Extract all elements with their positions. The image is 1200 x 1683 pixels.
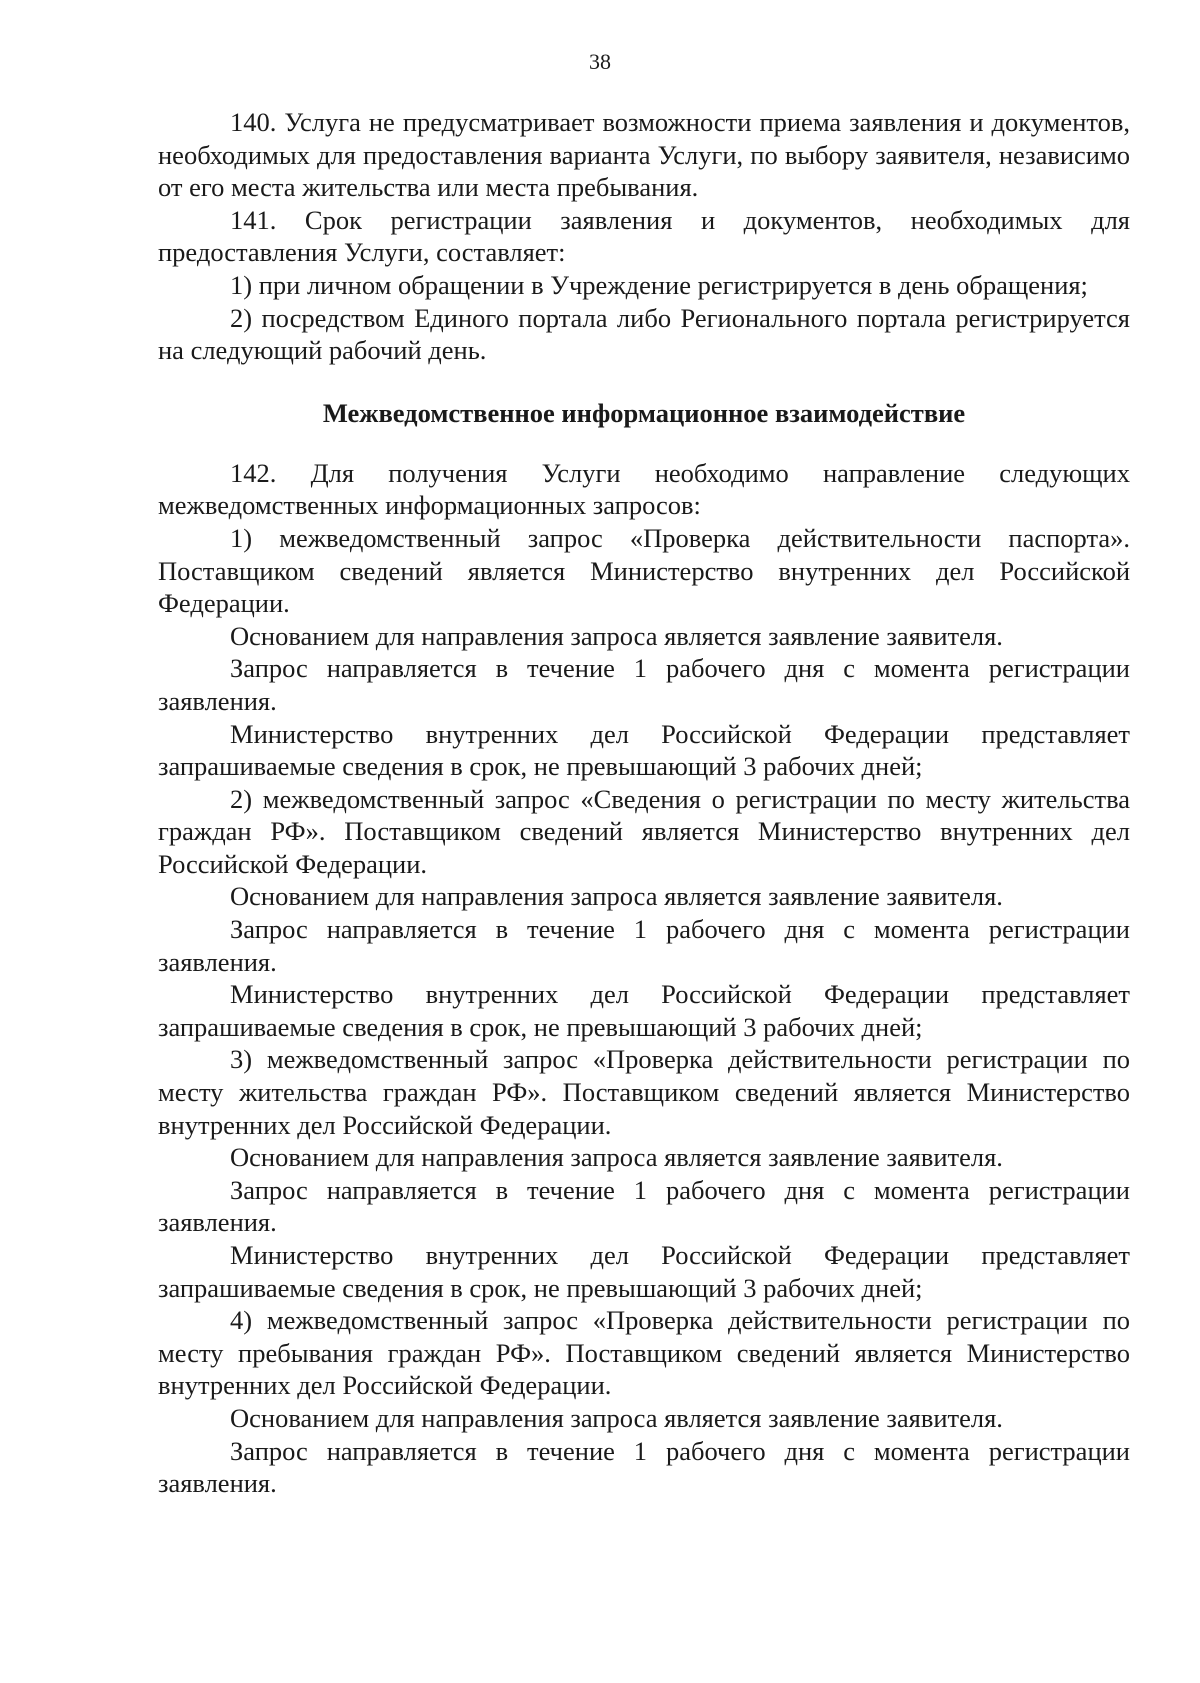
paragraph: 1) межведомственный запрос «Проверка действительности паспорта». Поставщиком сведений является Министерство внутренних дел Российской Федерации. [158,522,1130,619]
paragraph: 2) посредством Единого портала либо Регионального портала регистрируется на следующий рабочий день. [158,302,1130,366]
paragraph: Запрос направляется в течение 1 рабочего дня с момента регистрации заявления. [158,1435,1130,1499]
page-number: 38 [589,49,611,74]
paragraph: Министерство внутренних дел Российской Федерации представляет запрашиваемые сведения в срок, не превышающий 3 рабочих дней; [158,979,1130,1042]
paragraph: Основанием для направления запроса является заявление заявителя. [230,1402,1003,1433]
paragraph: Министерство внутренних дел Российской Федерации представляет запрашиваемые сведения в срок, не превышающий 3 рабочих дней; [158,1240,1130,1303]
paragraph: Основанием для направления запроса является заявление заявителя. [230,620,1003,651]
paragraph: 2) межведомственный запрос «Сведения о регистрации по месту жительства граждан РФ». Поставщиком сведений является Министерство внутренних дел Российской Федерации. [158,783,1130,879]
paragraph: Запрос направляется в течение 1 рабочего дня с момента регистрации заявления. [158,914,1130,977]
paragraph: 1) при личном обращении в Учреждение регистрируется в день обращения; [230,269,1088,300]
paragraph: Основанием для направления запроса является заявление заявителя. [230,881,1003,912]
paragraph: 141. Срок регистрации заявления и документов, необходимых для предоставления Услуги, составляет: [158,204,1130,268]
paragraph: Министерство внутренних дел Российской Федерации представляет запрашиваемые сведения в срок, не превышающий 3 рабочих дней; [158,718,1130,782]
paragraph: 142. Для получения Услуги необходимо направление следующих межведомственных информационных запросов: [158,457,1130,521]
document-body [158,106,1130,1500]
section-heading: Межведомственное информационное взаимодействие [322,397,966,428]
paragraph: 3) межведомственный запрос «Проверка действительности регистрации по месту жительства граждан РФ». Поставщиком сведений является Министерство внутренних дел Российской Федерации. [158,1044,1130,1140]
paragraph: Основанием для направления запроса является заявление заявителя. [230,1142,1003,1173]
paragraph: Запрос направляется в течение 1 рабочего дня с момента регистрации заявления. [158,1174,1130,1238]
paragraph: Запрос направляется в течение 1 рабочего дня с момента регистрации заявления. [158,653,1130,716]
paragraph: 4) межведомственный запрос «Проверка действительности регистрации по месту пребывания граждан РФ». Поставщиком сведений является Министерство внутренних дел Российской Федерации. [158,1305,1130,1401]
paragraph: 140. Услуга не предусматривает возможности приема заявления и документов, необходимых для предоставления варианта Услуги, по выбору заявителя, независимо от его места жительства или места пребывания. [158,107,1130,203]
